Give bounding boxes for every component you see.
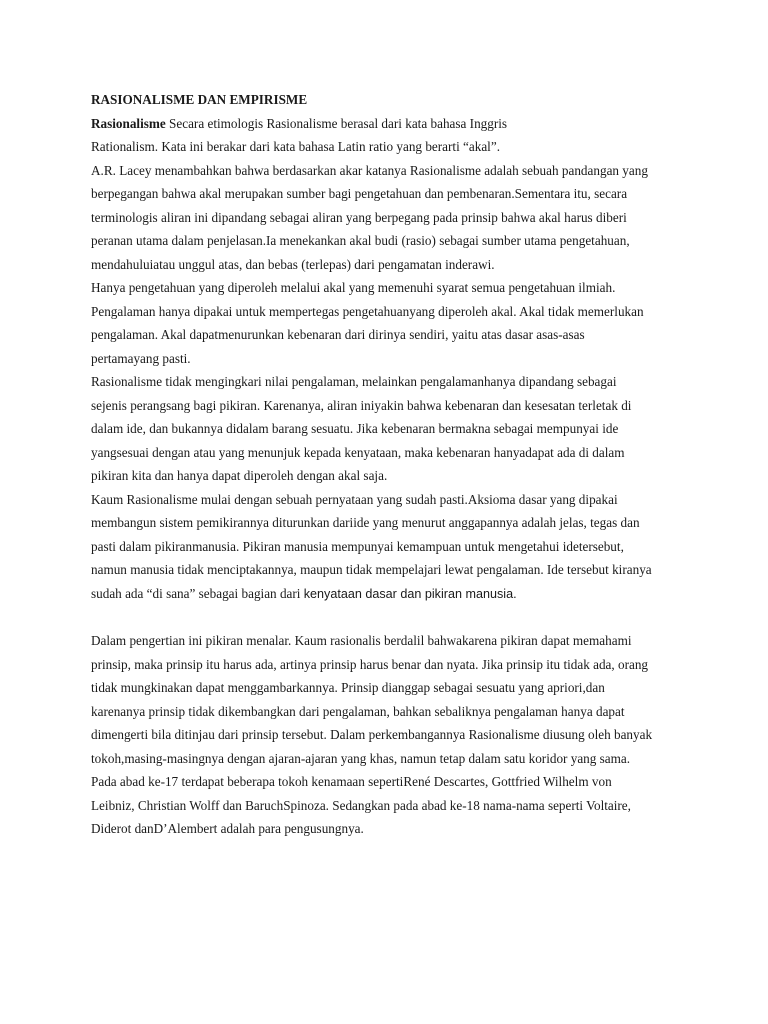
intro-line-10: pengalaman. Akal dapatmenurunkan kebenaran dari dirinya sendiri, yaitu atas dasar asas-asas: [91, 327, 585, 342]
para3-line-4: namun manusia tidak menciptakannya, maupun tidak mempelajari lewat pengalaman. Ide tersebut kiranya: [91, 562, 652, 577]
para2-line-1: Rasionalisme tidak mengingkari nilai pengalaman, melainkan pengalamanhanya dipandang sebagai: [91, 374, 617, 389]
intro-line-8: Hanya pengetahuan yang diperoleh melalui akal yang memenuhi syarat semua pengetahuan ilmiah.: [91, 280, 616, 295]
intro-line-11: pertamayang pasti.: [91, 350, 191, 366]
para4-line-6: tokoh,masing-masingnya dengan ajaran-ajaran yang khas, namun tetap dalam satu koridor yang sama.: [91, 750, 631, 766]
para2-line-5: pikiran kita dan hanya dapat diperoleh dengan akal saja.: [91, 468, 388, 483]
intro-line-3: A.R. Lacey menambahkan bahwa berdasarkan akar katanya Rasionalisme adalah sebuah pandangan yang: [91, 162, 648, 178]
intro-line-6: peranan utama dalam penjelasan.Ia menekankan akal budi (rasio) sebagai sumber utama pengetahuan,: [91, 233, 630, 248]
para2-line-4: yangsesuai dengan atau yang menunjuk kepada kenyataan, maka kebenaran hanyadapat ada di dalam: [91, 444, 625, 460]
para4-line-1: Dalam pengertian ini pikiran menalar. Kaum rasionalis berdalil bahwakarena pikiran dapat memahami: [91, 633, 632, 648]
para4-line-9: Diderot danD’Alembert adalah para pengusungnya.: [91, 821, 364, 836]
document-body: [91, 88, 683, 841]
para3-last-sans: kenyataan dasar dan pikiran manusia.: [303, 586, 517, 601]
document-title: RASIONALISME DAN EMPIRISME: [91, 92, 308, 107]
para3-line-5: [91, 582, 683, 606]
intro-line-1: [91, 112, 683, 136]
para3-line-1: Kaum Rasionalisme mulai dengan sebuah pernyataan yang sudah pasti.Aksioma dasar yang dipakai: [91, 491, 618, 507]
para2-line-2: sejenis perangsang bagi pikiran. Karenanya, aliran iniyakin bahwa kebenaran dan kesesatan terletak di: [91, 397, 632, 413]
paragraph-gap: [91, 605, 683, 629]
intro-line-1-rest: Secara etimologis Rasionalisme berasal dari kata bahasa Inggris: [165, 115, 508, 131]
para4-line-2: prinsip, maka prinsip itu harus ada, artinya prinsip harus benar dan nyata. Jika prinsip itu tidak ada, orang: [91, 656, 649, 672]
para3-line-2: membangun sistem pemikirannya diturunkan dariide yang menurut anggapannya adalah jelas, tegas dan: [91, 515, 640, 530]
intro-term: Rasionalisme: [91, 115, 166, 131]
para3-last-serif: sudah ada “di sana” sebagai bagian dari: [91, 585, 304, 601]
para4-line-5: dimengerti bila ditinjau dari prinsip tersebut. Dalam perkembangannya Rasionalisme diusung oleh banyak: [91, 727, 653, 742]
para4-line-8: Leibniz, Christian Wolff dan BaruchSpinoza. Sedangkan pada abad ke-18 nama-nama seperti Voltaire,: [91, 797, 631, 813]
intro-line-2: Rationalism. Kata ini berakar dari kata bahasa Latin ratio yang berarti “akal”.: [91, 139, 500, 154]
para4-line-4: karenanya prinsip tidak dikembangkan dari pengalaman, bahkan sebaliknya pengalaman hanya dapat: [91, 703, 625, 719]
intro-line-4: berpegangan bahwa akal merupakan sumber bagi pengetahuan dan pembenaran.Sementara itu, secara: [91, 186, 628, 201]
intro-line-9: Pengalaman hanya dipakai untuk mempertegas pengetahuanyang diperoleh akal. Akal tidak memerlukan: [91, 303, 644, 319]
para2-line-3: dalam ide, dan bukannya didalam barang sesuatu. Jika kebenaran bermakna sebagai mempunyai ide: [91, 421, 619, 436]
intro-line-5: terminologis aliran ini dipandang sebagai aliran yang berpegang pada prinsip bahwa akal harus diberi: [91, 209, 627, 225]
para4-line-3: tidak mungkinakan dapat menggambarkannya. Prinsip dianggap sebagai sesuatu yang apriori,dan: [91, 680, 605, 695]
para4-line-7: Pada abad ke-17 terdapat beberapa tokoh kenamaan sepertiRené Descartes, Gottfried Wilhelm von: [91, 774, 612, 789]
para3-line-3: pasti dalam pikiranmanusia. Pikiran manusia mempunyai kemampuan untuk mengetahui idetersebut,: [91, 538, 624, 554]
intro-line-7: mendahuluiatau unggul atas, dan bebas (terlepas) dari pengamatan inderawi.: [91, 256, 495, 272]
